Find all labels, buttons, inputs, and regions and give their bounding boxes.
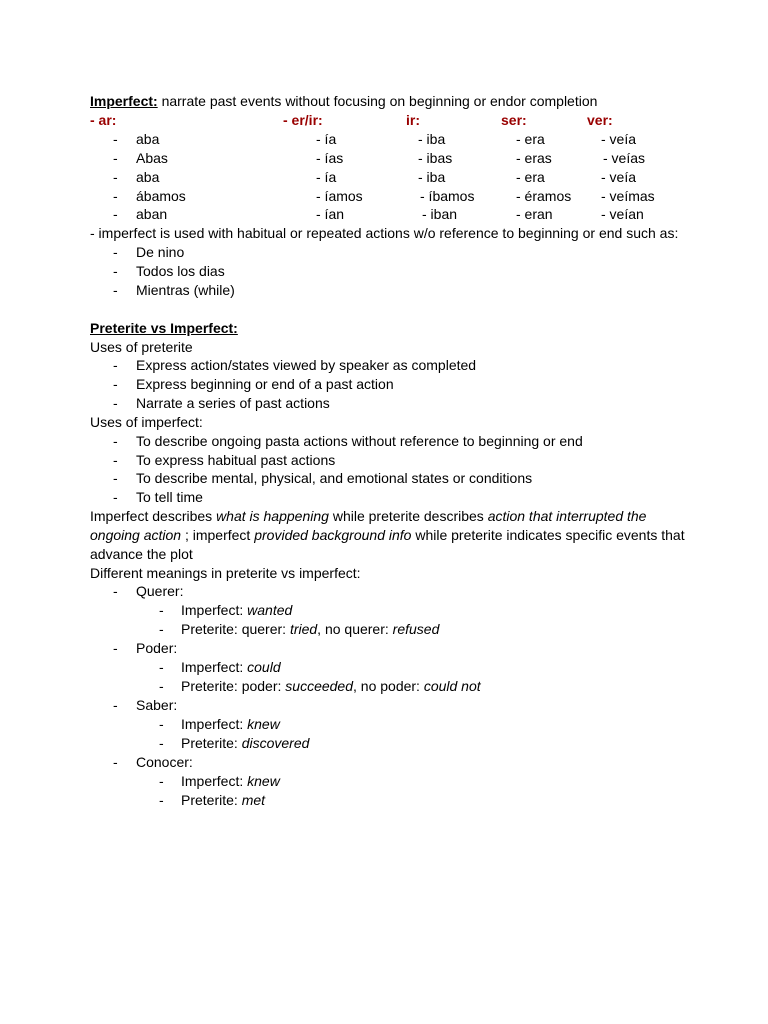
bullet-dash: - — [113, 244, 118, 260]
conj-header-ir: ir: — [406, 112, 420, 128]
conj-header-ver: ver: — [587, 112, 613, 128]
list-item: To express habitual past actions — [136, 452, 336, 468]
bullet-dash: - — [159, 792, 164, 808]
bullet-dash: - — [159, 716, 164, 732]
meaning-text: Preterite: — [181, 735, 242, 751]
meaning-text: , no poder: — [353, 678, 424, 694]
bullet-dash: - — [159, 659, 164, 675]
bullet-dash: - — [113, 376, 118, 392]
verb-label: Poder: — [136, 640, 178, 656]
description-line-2 — [90, 526, 685, 544]
imperfect-meaning — [181, 601, 292, 619]
bullet-dash: - — [113, 131, 118, 147]
uses-imperfect-label: Uses of imperfect: — [90, 414, 203, 430]
conj-cell-ir: - íbamos — [420, 188, 475, 204]
bullet-dash: - — [159, 602, 164, 618]
description-line-1 — [90, 507, 646, 525]
bullet-dash: - — [159, 773, 164, 789]
list-item: To tell time — [136, 489, 203, 505]
conj-cell-erir: - ían — [316, 206, 345, 222]
meaning-italic: met — [241, 792, 266, 808]
desc-italic: action that interrupted the — [487, 508, 647, 524]
imperfect-meaning — [181, 772, 280, 790]
bullet-dash: - — [113, 583, 118, 599]
conj-cell-ir: - iban — [422, 206, 458, 222]
bullet-dash: - — [113, 206, 118, 222]
list-item: To describe mental, physical, and emotional states or conditions — [136, 470, 533, 486]
conj-header-ar: - ar: — [90, 112, 117, 128]
habitual-text: - imperfect is used with habitual or repeated actions w/o reference to beginning or end such as: — [90, 225, 679, 241]
list-item: De nino — [136, 244, 185, 260]
description-line-3: advance the plot — [90, 546, 193, 562]
section-heading: Preterite vs Imperfect: — [90, 320, 238, 336]
conj-cell-ar: Abas — [136, 150, 168, 166]
conj-cell-ar: aban — [136, 206, 168, 222]
desc-text: while preterite describes — [328, 508, 488, 524]
meaning-italic: tried — [289, 621, 318, 637]
bullet-dash: - — [113, 452, 118, 468]
desc-italic: what is happening — [216, 508, 329, 524]
conj-cell-erir: - ía — [316, 131, 337, 147]
bullet-dash: - — [113, 263, 118, 279]
bullet-dash: - — [159, 621, 164, 637]
list-item: Mientras (while) — [136, 282, 235, 298]
conj-cell-ver: - veías — [603, 150, 646, 166]
bullet-dash: - — [113, 433, 118, 449]
verb-label: Querer: — [136, 583, 184, 599]
conj-cell-erir: - ías — [316, 150, 344, 166]
meaning-text: Preterite: querer: — [181, 621, 290, 637]
preterite-meaning — [181, 677, 481, 695]
preterite-meaning — [181, 734, 309, 752]
list-item: Express beginning or end of a past action — [136, 376, 394, 392]
preterite-meaning — [181, 791, 265, 809]
meaning-italic: refused — [392, 621, 440, 637]
meaning-prefix: Imperfect: — [181, 602, 248, 618]
bullet-dash: - — [159, 678, 164, 694]
meanings-intro: Different meanings in preterite vs imperfect: — [90, 565, 361, 581]
verb-label: Conocer: — [136, 754, 193, 770]
list-item: Todos los dias — [136, 263, 225, 279]
meaning-italic: wanted — [247, 602, 293, 618]
conj-header-erir: - er/ir: — [283, 112, 323, 128]
conj-cell-ser: - éramos — [516, 188, 572, 204]
list-item: Express action/states viewed by speaker as completed — [136, 357, 477, 373]
meaning-prefix: Imperfect: — [181, 716, 248, 732]
bullet-dash: - — [113, 640, 118, 656]
imperfect-intro-text: narrate past events without focusing on beginning or endor completion — [157, 93, 598, 109]
conj-cell-ver: - veía — [601, 169, 637, 185]
bullet-dash: - — [113, 282, 118, 298]
conj-cell-ver: - veía — [601, 131, 637, 147]
verb-label: Saber: — [136, 697, 178, 713]
bullet-dash: - — [113, 754, 118, 770]
conj-cell-ir: - iba — [418, 131, 446, 147]
desc-text: while preterite indicates specific events that — [411, 527, 685, 543]
conj-cell-ver: - veían — [601, 206, 644, 222]
imperfect-meaning — [181, 658, 281, 676]
bullet-dash: - — [113, 150, 118, 166]
bullet-dash: - — [113, 169, 118, 185]
conj-cell-ser: - era — [516, 169, 545, 185]
bullet-dash: - — [113, 395, 118, 411]
bullet-dash: - — [113, 489, 118, 505]
meaning-prefix: Imperfect: — [181, 659, 248, 675]
conj-cell-erir: - íamos — [316, 188, 363, 204]
conj-cell-ser: - era — [516, 131, 545, 147]
bullet-dash: - — [113, 188, 118, 204]
meaning-italic: succeeded — [285, 678, 353, 694]
meaning-text: Preterite: — [181, 792, 242, 808]
meaning-italic: could — [247, 659, 281, 675]
meaning-text: , no querer: — [317, 621, 393, 637]
preterite-meaning — [181, 620, 439, 638]
conj-cell-ar: aba — [136, 169, 160, 185]
conj-cell-ir: - ibas — [418, 150, 453, 166]
conj-cell-ver: - veímas — [601, 188, 655, 204]
list-item: Narrate a series of past actions — [136, 395, 330, 411]
conj-cell-erir: - ía — [316, 169, 337, 185]
imperfect-meaning — [181, 715, 280, 733]
bullet-dash: - — [113, 697, 118, 713]
conj-cell-ar: ábamos — [136, 188, 186, 204]
conj-cell-ar: aba — [136, 131, 160, 147]
desc-text: Imperfect describes — [90, 508, 217, 524]
meaning-italic: discovered — [241, 735, 310, 751]
bullet-dash: - — [159, 735, 164, 751]
uses-preterite-label: Uses of preterite — [90, 339, 193, 355]
bullet-dash: - — [113, 470, 118, 486]
meaning-prefix: Imperfect: — [181, 773, 248, 789]
bullet-dash: - — [113, 357, 118, 373]
list-item: To describe ongoing pasta actions without reference to beginning or end — [136, 433, 583, 449]
conj-cell-ser: - eras — [516, 150, 552, 166]
desc-italic: provided background info — [254, 527, 412, 543]
conj-cell-ser: - eran — [516, 206, 553, 222]
meaning-italic: could not — [423, 678, 481, 694]
desc-text: ; imperfect — [181, 527, 255, 543]
conj-header-ser: ser: — [501, 112, 527, 128]
imperfect-heading: Imperfect: — [90, 93, 158, 109]
imperfect-intro-line — [90, 92, 597, 110]
meaning-italic: knew — [247, 773, 280, 789]
meaning-italic: knew — [247, 716, 280, 732]
conj-cell-ir: - iba — [418, 169, 446, 185]
desc-italic: ongoing action — [90, 527, 182, 543]
meaning-text: Preterite: poder: — [181, 678, 286, 694]
